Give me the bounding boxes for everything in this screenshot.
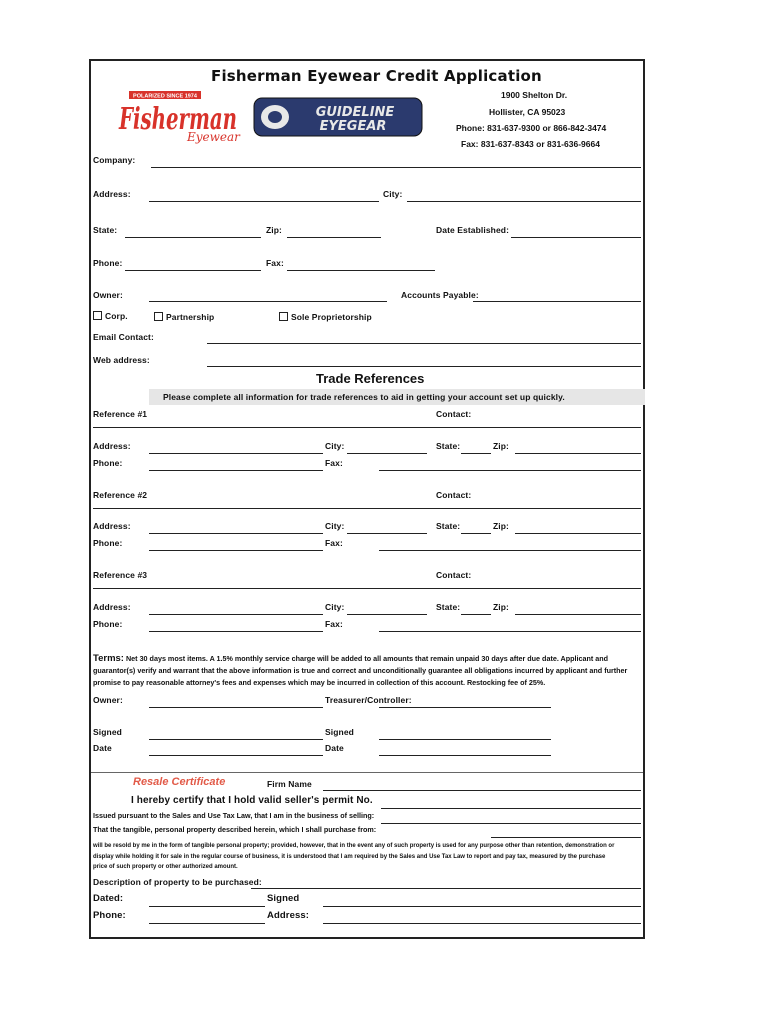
fine-line-3: price of such property or other authorized amount. xyxy=(93,864,238,870)
contact-label: Contact: xyxy=(436,409,472,419)
resale-signed-field[interactable] xyxy=(323,906,641,907)
owner-signed-label: Signed xyxy=(93,727,122,737)
city-field[interactable] xyxy=(407,201,641,202)
ref3-city-label: City: xyxy=(325,602,345,612)
partnership-checkbox[interactable] xyxy=(154,312,214,322)
certify-statement: I hereby certify that I hold valid seller's permit No. xyxy=(131,795,373,806)
resale-address-label: Address: xyxy=(267,910,309,921)
accounts-payable-label: Accounts Payable: xyxy=(401,290,479,300)
ref1-fax-field[interactable] xyxy=(379,470,641,471)
resale-address-field[interactable] xyxy=(323,923,641,924)
ref2-phone-label: Phone: xyxy=(93,538,123,548)
reference-3-name-field[interactable] xyxy=(93,588,641,589)
guideline-logo xyxy=(253,97,423,137)
dated-field[interactable] xyxy=(149,906,265,907)
ref2-fax-label: Fax: xyxy=(325,538,343,548)
state-label: State: xyxy=(93,225,118,235)
fisherman-logo xyxy=(117,89,247,145)
ref2-address-field[interactable] xyxy=(149,533,323,534)
ref3-phone-field[interactable] xyxy=(149,631,323,632)
web-label: Web address: xyxy=(93,355,150,365)
treasurer-label: Treasurer/Controller: xyxy=(325,695,412,705)
ref3-phone-label: Phone: xyxy=(93,619,123,629)
reference-1-label: Reference #1 xyxy=(93,409,148,419)
treasurer-signed-label: Signed xyxy=(325,727,354,737)
ref1-address-label: Address: xyxy=(93,441,131,451)
ref3-fax-label: Fax: xyxy=(325,619,343,629)
treasurer-signed-field[interactable] xyxy=(379,739,551,740)
trade-note: Please complete all information for trade references to aid in getting your account set up quickly. xyxy=(163,392,565,402)
ref3-state-field[interactable] xyxy=(461,614,491,615)
resale-fine-print xyxy=(93,841,643,873)
ref1-state-field[interactable] xyxy=(461,453,491,454)
issued-statement: Issued pursuant to the Sales and Use Tax Law, that I am in the business of selling: xyxy=(93,811,375,820)
corp-checkbox[interactable] xyxy=(93,311,128,321)
terms-heading: Terms: xyxy=(93,653,124,664)
terms-owner-field[interactable] xyxy=(149,707,323,708)
owner-signed-field[interactable] xyxy=(149,739,323,740)
ref3-zip-field[interactable] xyxy=(515,614,641,615)
ref3-zip-label: Zip: xyxy=(493,602,509,612)
terms-owner-label: Owner: xyxy=(93,695,123,705)
logo-tag-text: POLARIZED SINCE 1974 xyxy=(133,93,197,100)
ref1-state-label: State: xyxy=(436,441,461,451)
treasurer-date-field[interactable] xyxy=(379,755,551,756)
owner-label: Owner: xyxy=(93,290,123,300)
resale-phone-label: Phone: xyxy=(93,910,126,921)
permit-number-field[interactable] xyxy=(381,808,641,809)
ref1-fax-label: Fax: xyxy=(325,458,343,468)
web-field[interactable] xyxy=(207,366,641,367)
reference-2-label: Reference #2 xyxy=(93,490,148,500)
ref1-phone-field[interactable] xyxy=(149,470,323,471)
ref3-fax-field[interactable] xyxy=(379,631,641,632)
dated-label: Dated: xyxy=(93,893,124,904)
logo2-line: GUIDELINE xyxy=(315,105,395,120)
trade-references-title: Trade References xyxy=(316,371,425,386)
owner-date-label: Date xyxy=(93,743,112,753)
contact-label: Contact: xyxy=(436,570,472,580)
purchase-from-field[interactable] xyxy=(491,837,641,838)
accounts-payable-field[interactable] xyxy=(473,301,641,302)
ref2-phone-field[interactable] xyxy=(149,550,323,551)
company-fax-line: Fax: 831-637-8343 or 831-636-9664 xyxy=(461,139,600,149)
fax-field[interactable] xyxy=(287,270,435,271)
ref1-city-field[interactable] xyxy=(347,453,427,454)
zip-label: Zip: xyxy=(266,225,282,235)
ref2-address-label: Address: xyxy=(93,521,131,531)
address-field[interactable] xyxy=(149,201,379,202)
firm-name-label: Firm Name xyxy=(267,779,312,789)
ref2-zip-field[interactable] xyxy=(515,533,641,534)
business-field[interactable] xyxy=(381,823,641,824)
resale-divider xyxy=(91,772,643,773)
phone-label: Phone: xyxy=(93,258,123,268)
owner-field[interactable] xyxy=(149,301,387,302)
ref2-city-field[interactable] xyxy=(347,533,427,534)
ref3-address-field[interactable] xyxy=(149,614,323,615)
ref1-address-field[interactable] xyxy=(149,453,323,454)
firm-name-field[interactable] xyxy=(323,790,641,791)
terms-line-2: guarantor(s) verify and warrant that the above information is true and correct and unconditionally guarantee all obligations incurred by applicant and further xyxy=(93,666,628,675)
terms-line-3: promise to pay reasonable attorney's fees and expenses which may be incurred in collection of this account. Restocking fee of 25%. xyxy=(93,678,546,687)
ref3-state-label: State: xyxy=(436,602,461,612)
contact-label: Contact: xyxy=(436,490,472,500)
terms-paragraph xyxy=(93,653,643,689)
fine-line-1: will be resold by me in the form of tangible personal property; provided, however, that in the event any of such property is used for any purpose other than retention, demonstration or xyxy=(93,843,615,849)
city-label: City: xyxy=(383,189,403,199)
ref3-city-field[interactable] xyxy=(347,614,427,615)
ref2-state-label: State: xyxy=(436,521,461,531)
resale-phone-field[interactable] xyxy=(149,923,265,924)
sole-proprietorship-checkbox[interactable] xyxy=(279,312,372,322)
ref1-phone-label: Phone: xyxy=(93,458,123,468)
ref3-address-label: Address: xyxy=(93,602,131,612)
address-label: Address: xyxy=(93,189,131,199)
ref2-state-field[interactable] xyxy=(461,533,491,534)
resale-certificate-title: Resale Certificate xyxy=(133,776,226,788)
ref1-city-label: City: xyxy=(325,441,345,451)
company-phone-line: Phone: 831-637-9300 or 866-842-3474 xyxy=(456,123,607,133)
company-address-line: Hollister, CA 95023 xyxy=(489,107,566,117)
terms-line-1: Net 30 days most items. A 1.5% monthly service charge will be added to all amounts that remain unpaid 30 days after due date. Applicant and xyxy=(125,654,609,663)
tangible-statement: That the tangible, personal property described herein, which I shall purchase from: xyxy=(93,825,377,834)
logo-name-text: Fisherman xyxy=(118,102,237,137)
ref1-zip-field[interactable] xyxy=(515,453,641,454)
sole-proprietorship-label: Sole Proprietorship xyxy=(291,312,372,322)
fine-line-2: display while holding it for sale in the regular course of business, it is understood that I am required by the Sales and Use Tax Law to report and pay tax, measured by the purchase xyxy=(93,853,606,860)
resale-signed-label: Signed xyxy=(267,893,300,904)
fax-label: Fax: xyxy=(266,258,284,268)
logo2-line: EYEGEAR xyxy=(319,119,387,134)
reference-3-label: Reference #3 xyxy=(93,570,148,580)
ref2-zip-label: Zip: xyxy=(493,521,509,531)
ref2-city-label: City: xyxy=(325,521,345,531)
date-established-label: Date Established: xyxy=(436,225,510,235)
company-field[interactable] xyxy=(151,167,641,168)
treasurer-field[interactable] xyxy=(379,707,551,708)
phone-field[interactable] xyxy=(125,270,261,271)
zip-field[interactable] xyxy=(287,237,381,238)
company-address-line: 1900 Shelton Dr. xyxy=(501,90,568,100)
ref2-fax-field[interactable] xyxy=(379,550,641,551)
description-label: Description of property to be purchased: xyxy=(93,877,262,887)
email-label: Email Contact: xyxy=(93,332,154,342)
email-field[interactable] xyxy=(207,343,641,344)
corp-label: Corp. xyxy=(105,311,128,321)
reference-1-name-field[interactable] xyxy=(93,427,641,428)
page-title: Fisherman Eyewear Credit Application xyxy=(211,67,542,85)
owner-date-field[interactable] xyxy=(149,755,323,756)
description-field[interactable] xyxy=(251,888,641,889)
state-field[interactable] xyxy=(125,237,261,238)
partnership-label: Partnership xyxy=(166,312,215,322)
treasurer-date-label: Date xyxy=(325,743,344,753)
company-label: Company: xyxy=(93,155,136,165)
logo-sub-text: Eyewear xyxy=(187,130,240,144)
reference-2-name-field[interactable] xyxy=(93,508,641,509)
credit-application-form xyxy=(89,59,645,939)
date-established-field[interactable] xyxy=(511,237,641,238)
ref1-zip-label: Zip: xyxy=(493,441,509,451)
